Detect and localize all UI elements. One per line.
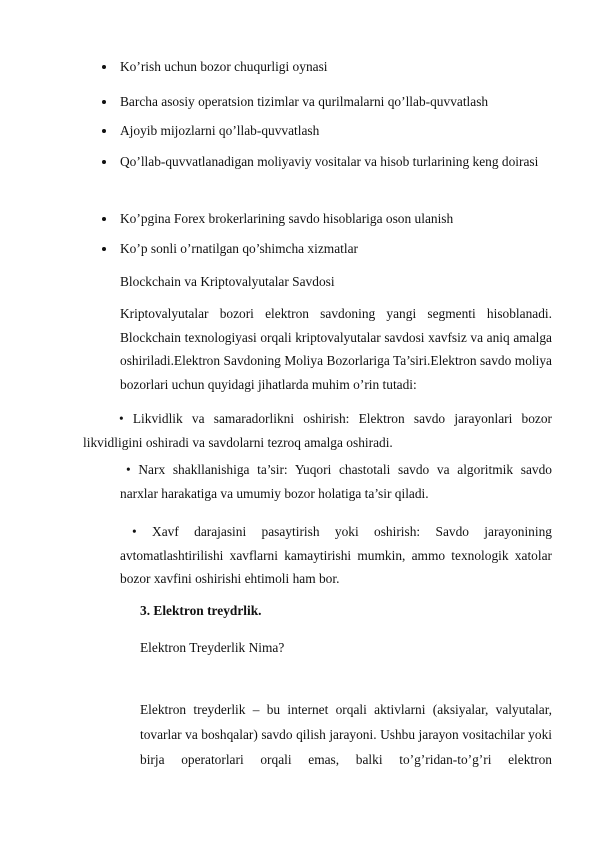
section-subtitle: Blockchain va Kriptovalyutalar Savdosi bbox=[120, 274, 335, 289]
bullet-dot-icon bbox=[102, 129, 106, 133]
point-risk: • Xavf darajasini pasaytirish yoki oshirish: Savdo jarayonining avtomatlashtirilishi xavflarni kamaytirishi mumkin, ammo texnologik xatolar bozor xavfini oshirishi ehtimoli ham bor. bbox=[120, 524, 552, 586]
bullet-item: Barcha asosiy operatsion tizimlar va qurilmalarni qo’llab-quvvatlash bbox=[120, 90, 552, 113]
bullet-dot-icon bbox=[102, 217, 106, 221]
point-liquidity: • Likvidlik va samaradorlikni oshirish: Elektron savdo jarayonlari bozor likvidligini oshiradi va savdolarni tezroq amalga oshiradi. bbox=[83, 411, 552, 450]
bullet-item: Qo’llab-quvvatlanadigan moliyaviy vositalar va hisob turlarining keng doirasi bbox=[120, 150, 552, 174]
bullet-item: Ko’rish uchun bozor chuqurligi oynasi bbox=[120, 55, 552, 78]
section-intro: Kriptovalyutalar bozori elektron savdoning yangi segmenti hisoblanadi. Blockchain texnologiyasi orqali kriptovalyutalar savdosi xavfsiz va aniq amalga oshiriladi.Elektron Savdoning Moliya Bozorlariga Ta’siri.Elektron savdo moliya bozorlari uchun quyidagi jihatlarda muhim o’rin tutadi: bbox=[120, 306, 552, 392]
bullet-item: Ajoyib mijozlarni qo’llab-quvvatlash bbox=[120, 119, 552, 142]
chapter-body: Elektron treyderlik – bu internet orqali aktivlarni (aksiyalar, valyutalar, tovarlar va boshqalar) savdo qilish jarayoni. Ushbu jarayon vositachilar yoki birja operatorlari orqali emas, balki to’g’ridan-to’g’ri elektron bbox=[140, 702, 552, 767]
bullet-item: Ko’p sonli o’rnatilgan qo’shimcha xizmatlar bbox=[120, 237, 552, 260]
bullet-dot-icon bbox=[102, 65, 106, 69]
chapter-heading: 3. Elektron treydrlik. bbox=[140, 603, 262, 618]
chapter-question: Elektron Treyderlik Nima? bbox=[140, 640, 285, 655]
bullet-dot-icon bbox=[102, 100, 106, 104]
bullet-dot-icon bbox=[102, 160, 106, 164]
bullet-dot-icon bbox=[102, 247, 106, 251]
bullet-item: Ko’pgina Forex brokerlarining savdo hisoblariga oson ulanish bbox=[120, 207, 552, 230]
point-price: • Narx shakllanishiga ta’sir: Yuqori chastotali savdo va algoritmik savdo narxlar harakatiga va umumiy bozor holatiga ta’sir qiladi. bbox=[120, 462, 552, 501]
